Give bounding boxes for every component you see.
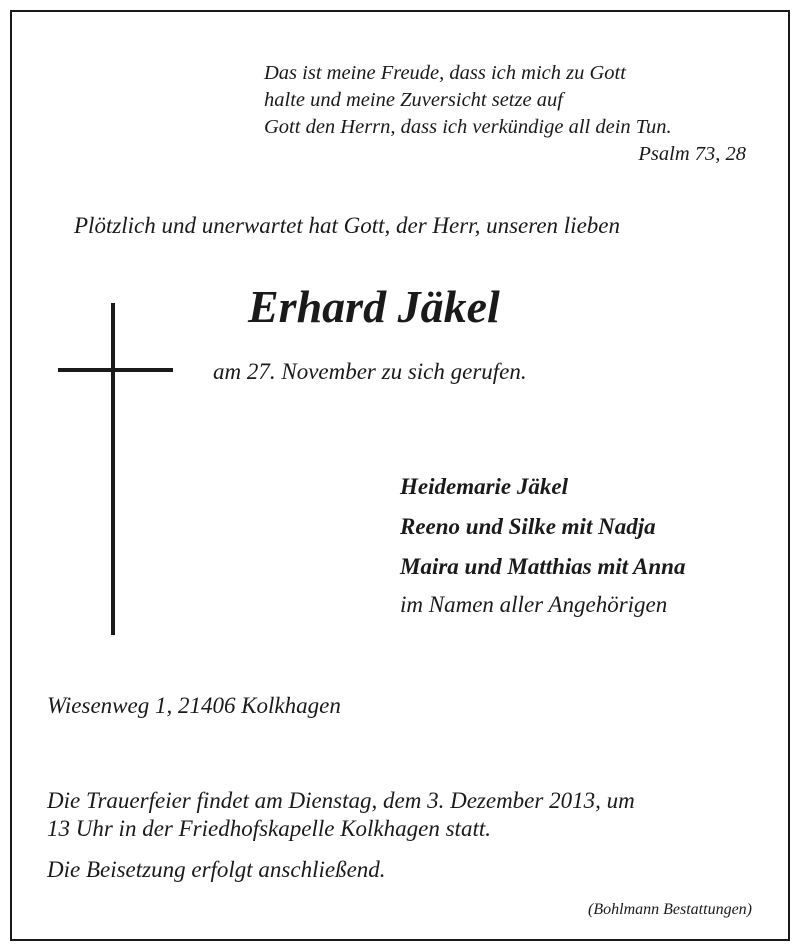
family-member: Maira und Matthias mit Anna bbox=[400, 554, 686, 579]
intro-text: Plötzlich und unerwartet hat Gott, der Herr, unseren lieben bbox=[74, 213, 620, 238]
family-member: Reeno und Silke mit Nadja bbox=[400, 514, 656, 539]
address: Wiesenweg 1, 21406 Kolkhagen bbox=[47, 693, 341, 718]
called-text: am 27. November zu sich gerufen. bbox=[213, 359, 527, 384]
verse-reference: Psalm 73, 28 bbox=[638, 143, 746, 165]
family-member: Heidemarie Jäkel bbox=[400, 474, 568, 499]
funeral-line: Die Trauerfeier findet am Dienstag, dem 3. Dezember 2013, um bbox=[47, 788, 635, 813]
deceased-name: Erhard Jäkel bbox=[248, 281, 500, 332]
verse-line: Das ist meine Freude, dass ich mich zu Gott bbox=[264, 62, 626, 84]
funeral-line: 13 Uhr in der Friedhofskapelle Kolkhagen statt. bbox=[47, 816, 491, 841]
burial-info: Die Beisetzung erfolgt anschließend. bbox=[47, 857, 386, 882]
verse-line: Gott den Herrn, dass ich verkündige all dein Tun. bbox=[264, 116, 672, 138]
funeral-info bbox=[47, 787, 635, 843]
verse-line: halte und meine Zuversicht setze auf bbox=[264, 89, 563, 111]
family-note: im Namen aller Angehörigen bbox=[400, 592, 668, 617]
undertaker-credit: (Bohlmann Bestattungen) bbox=[588, 901, 752, 918]
cross-icon bbox=[58, 303, 173, 635]
bible-verse bbox=[264, 60, 672, 141]
